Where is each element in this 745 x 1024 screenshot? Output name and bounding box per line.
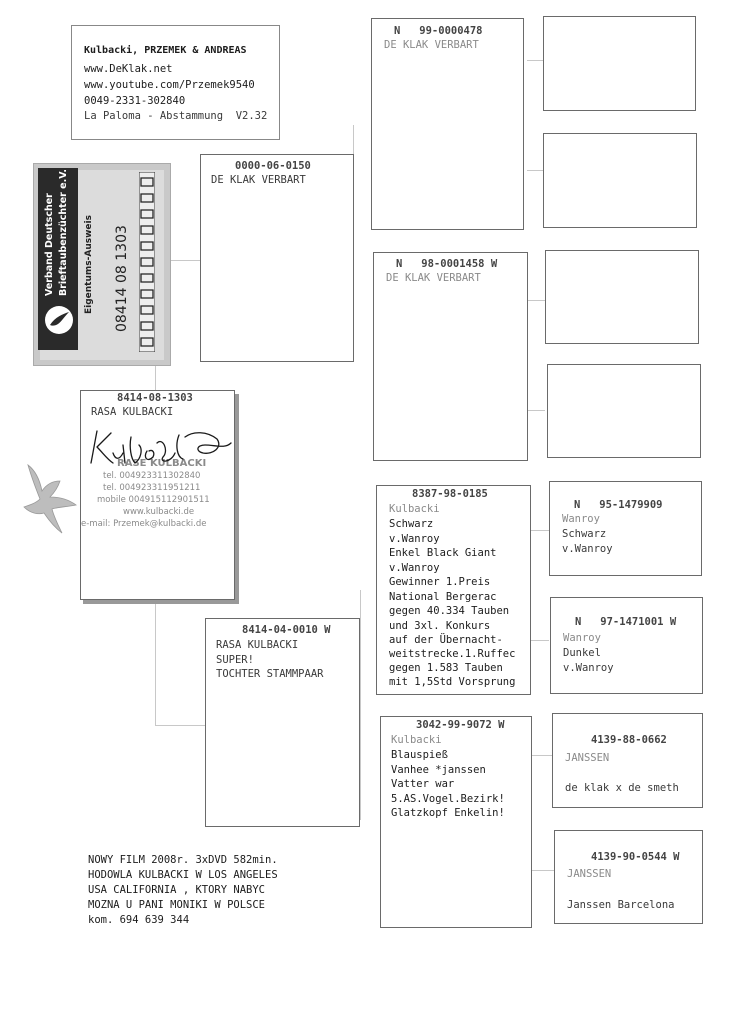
card-ornament <box>139 172 155 352</box>
mfm-color: Dunkel <box>563 647 601 659</box>
mfm-ring-number: N 97-1471001 W <box>575 616 677 628</box>
mother-mother-note-5: Glatzkopf Enkelin! <box>391 807 505 819</box>
father-box <box>200 154 354 362</box>
mmm-note: Janssen Barcelona <box>567 899 675 911</box>
phone-number: 0049-2331-302840 <box>84 95 186 107</box>
connector-line <box>532 870 554 871</box>
mff-color: Schwarz <box>562 528 607 540</box>
mother-father-note-12: mit 1,5Std Vorsprung <box>389 676 516 688</box>
connector-line <box>531 640 549 641</box>
mother-mother-box <box>380 716 532 928</box>
footer-line-2: HODOWLA KULBACKI W LOS ANGELES <box>88 869 278 881</box>
mother-father-note-6: National Bergerac <box>389 591 497 603</box>
father-father-ring-number: N 99-0000478 <box>394 25 483 37</box>
breeder-names: Kulbacki, PRZEMEK & ANDREAS <box>84 45 247 56</box>
mother-mother-father-box <box>552 713 703 808</box>
mother-owner: RASA KULBACKI <box>216 639 299 651</box>
website: www.DeKlak.net <box>84 63 173 75</box>
stamp-phone-2: tel. 004923311951211 <box>103 483 201 493</box>
mother-mother-note-4: 5.AS.Vogel.Bezirk! <box>391 793 505 805</box>
footer-line-3: USA CALIFORNIA , KTORY NABYC <box>88 884 266 896</box>
mfm-breeder: v.Wanroy <box>563 662 614 674</box>
card-ring-number: 08414 08 1303 <box>114 225 130 332</box>
mother-ring-number: 8414-04-0010 W <box>242 624 331 636</box>
mother-mother-owner: Kulbacki <box>391 734 442 746</box>
mmm-owner: JANSSEN <box>567 868 612 880</box>
ownership-card <box>33 163 171 366</box>
connector-line <box>155 725 205 726</box>
mother-father-mother-box <box>550 597 703 694</box>
stamp-name: RASE KULBACKI <box>117 458 207 469</box>
mmf-note: de klak x de smeth <box>565 782 679 794</box>
handwritten-signature <box>85 423 233 469</box>
connector-line <box>360 590 361 820</box>
header-info-box <box>71 25 280 140</box>
mother-box <box>205 618 360 827</box>
father-father-owner: DE KLAK VERBART <box>384 39 479 51</box>
fmb-box <box>547 364 701 458</box>
document-title: La Paloma - Abstammung V2.32 <box>84 110 268 122</box>
association-name: Verband Deutscher <box>44 193 55 296</box>
footer-line-5: kom. 694 639 344 <box>88 914 190 926</box>
stamp-email: e-mail: Przemek@kulbacki.de <box>81 519 207 529</box>
stamp-mobile: mobile 004915112901511 <box>97 495 210 505</box>
subject-ring-number: 8414-08-1303 <box>117 392 193 404</box>
mother-note-1: SUPER! <box>216 654 254 666</box>
mff-owner: Wanroy <box>562 513 600 525</box>
connector-line <box>527 60 543 61</box>
subject-owner: RASA KULBACKI <box>91 406 174 418</box>
father-ring-number: 0000-06-0150 <box>235 160 311 172</box>
mother-father-note-4: v.Wanroy <box>389 562 440 574</box>
father-mother-owner: DE KLAK VERBART <box>386 272 481 284</box>
mmm-ring-number: 4139-90-0544 W <box>591 851 680 863</box>
mff-breeder: v.Wanroy <box>562 543 613 555</box>
ffb-box <box>543 133 697 228</box>
connector-line <box>527 170 543 171</box>
mother-father-note-11: gegen 1.583 Tauben <box>389 662 503 674</box>
mother-mother-mother-box <box>554 830 703 924</box>
subject-pigeon-box <box>80 390 235 600</box>
mother-mother-note-3: Vatter war <box>391 778 455 790</box>
connector-line <box>527 410 545 411</box>
ffa-box <box>543 16 696 111</box>
connector-line <box>532 755 552 756</box>
mother-mother-note-2: Vanhee *janssen <box>391 764 486 776</box>
card-type: Eigentums-Ausweis <box>84 215 94 314</box>
mother-father-note-5: Gewinner 1.Preis <box>389 576 491 588</box>
mother-note-2: TOCHTER STAMMPAAR <box>216 668 324 680</box>
stamp-website: www.kulbacki.de <box>123 507 195 517</box>
mmf-owner: JANSSEN <box>565 752 610 764</box>
mother-father-note-9: auf der Übernacht- <box>389 634 503 646</box>
youtube-link: www.youtube.com/Przemek9540 <box>84 79 255 91</box>
footer-line-4: MOZNA U PANI MONIKI W POLSCE <box>88 899 266 911</box>
fma-box <box>545 250 699 344</box>
mfm-owner: Wanroy <box>563 632 601 644</box>
mother-father-father-box <box>549 481 702 576</box>
mmf-ring-number: 4139-88-0662 <box>591 734 667 746</box>
mff-ring-number: N 95-1479909 <box>574 499 663 511</box>
dove-logo-icon <box>43 304 75 336</box>
mother-father-note-1: Schwarz <box>389 518 434 530</box>
association-name-2: Brieftaubenzüchter e.V. <box>58 169 69 296</box>
mother-father-note-7: gegen 40.334 Tauben <box>389 605 510 617</box>
mother-father-box <box>376 485 531 695</box>
father-mother-box <box>373 252 528 461</box>
mother-father-ring-number: 8387-98-0185 <box>412 488 488 500</box>
father-mother-ring-number: N 98-0001458 W <box>396 258 498 270</box>
mother-father-note-2: v.Wanroy <box>389 533 440 545</box>
mother-father-note-3: Enkel Black Giant <box>389 547 497 559</box>
father-father-box <box>371 18 524 230</box>
mother-mother-note-1: Blauspieß <box>391 749 448 761</box>
mother-father-note-10: weitstrecke.1.Ruffec <box>389 648 516 660</box>
father-owner: DE KLAK VERBART <box>211 174 306 186</box>
dove-watermark-icon <box>18 457 80 535</box>
stamp-phone-1: tel. 004923311302840 <box>103 471 201 481</box>
footer-line-1: NOWY FILM 2008r. 3xDVD 582min. <box>88 854 278 866</box>
connector-line <box>527 300 545 301</box>
connector-line <box>531 530 549 531</box>
mother-father-note-8: und 3xl. Konkurs <box>389 620 491 632</box>
mother-mother-ring-number: 3042-99-9072 W <box>416 719 505 731</box>
mother-father-owner: Kulbacki <box>389 503 440 515</box>
